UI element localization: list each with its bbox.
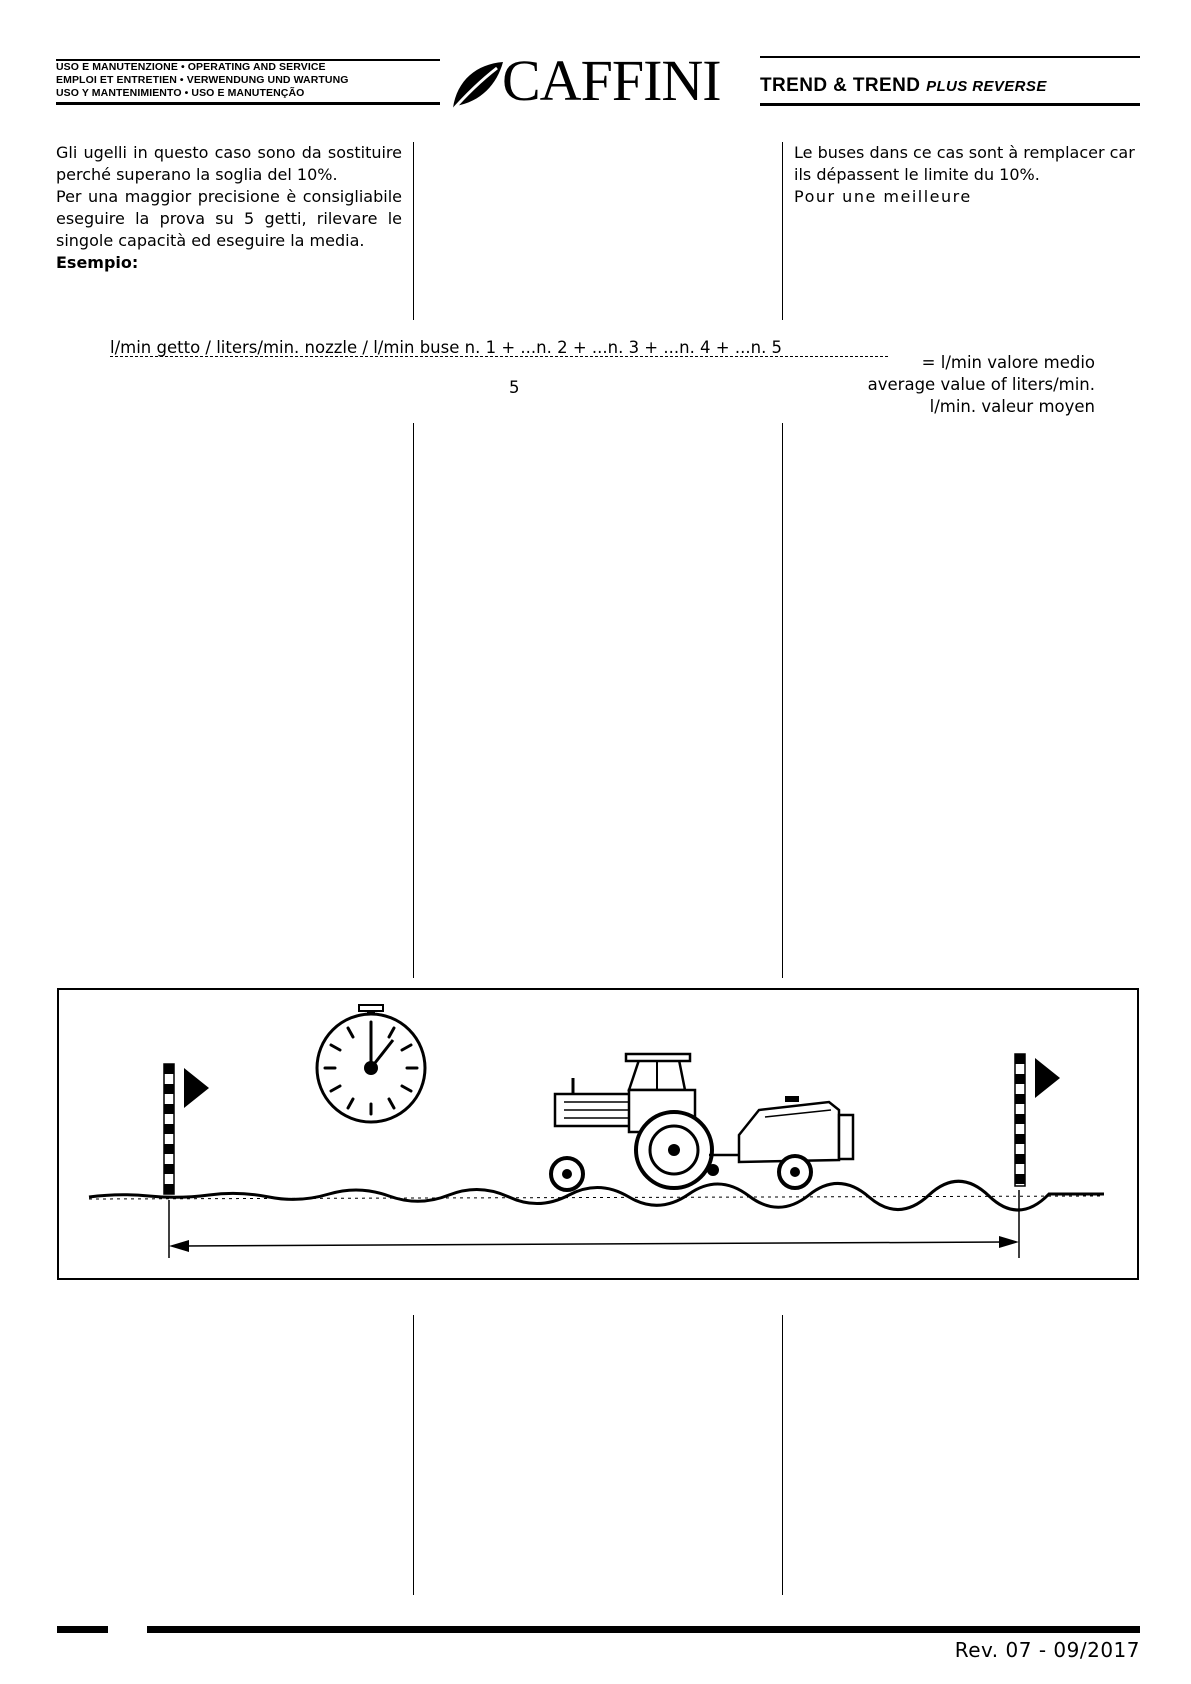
italian-paragraph-1: Gli ugelli in questo caso sono da sostituire perché superano la soglia del 10%. [56,143,402,184]
column-rule [413,423,414,978]
speed-test-drawing [59,990,1137,1278]
french-text-block [794,142,1144,208]
footer-bar [147,1626,1140,1633]
sprayer-icon [739,1096,853,1188]
stopwatch-icon [317,1005,425,1122]
column-rule [413,142,414,320]
manual-title-line-2: EMPLOI ET ENTRETIEN • VERWENDUNG UND WARTUNG [56,73,349,86]
manual-title-block [56,58,440,105]
header-rule [56,102,440,105]
manual-title-line-1: USO E MANUTENZIONE • OPERATING AND SERVICE [56,60,326,73]
column-rule [413,1315,414,1595]
model-title [760,73,1140,100]
header-rule [760,56,1140,58]
ground-line [89,1181,1104,1210]
italian-text-block [56,142,402,274]
tractor-icon [551,1054,749,1190]
header-rule [760,103,1140,106]
revision-label: Rev. 07 - 09/2017 [954,1638,1140,1662]
formula-result-english: average value of liters/min. [867,375,1095,394]
speed-test-illustration [57,988,1139,1280]
start-flag-icon [164,1064,209,1194]
manual-title-line-3: USO Y MANTENIMIENTO • USO E MANUTENÇÃO [56,86,305,99]
formula-result-french: l/min. valeur moyen [929,397,1095,416]
french-paragraph-1: Le buses dans ce cas sont à remplacer car ils dépassent le limite du 10%. [794,143,1135,184]
formula-result [820,352,1095,418]
footer-bar [57,1626,108,1633]
formula-fraction-line [110,356,888,357]
model-main: TREND & TREND [760,74,921,96]
column-rule [782,1315,783,1595]
column-rule [782,423,783,978]
italian-paragraph-2: Per una maggior precisione è consigliabile eseguire la prova su 5 getti, rilevare le singole capacità ed eseguire la media. [56,187,402,250]
model-title-block [760,56,1140,106]
french-paragraph-2: Pour une meilleure [794,187,972,206]
brand-name: CAFFINI [502,48,721,113]
leaf-icon [447,58,507,114]
finish-flag-icon [1015,1054,1060,1186]
formula-result-italian: = l/min valore medio [921,353,1095,372]
formula-denominator: 5 [509,378,520,397]
example-label: Esempio: [56,253,139,272]
column-rule [782,142,783,320]
model-plus: PLUS REVERSE [926,77,1047,95]
caffini-logo [447,48,752,114]
formula-numerator: l/min getto / liters/min. nozzle / l/min buse n. 1 + ...n. 2 + ...n. 3 + ...n. 4 + ...n. 5 [110,338,783,357]
